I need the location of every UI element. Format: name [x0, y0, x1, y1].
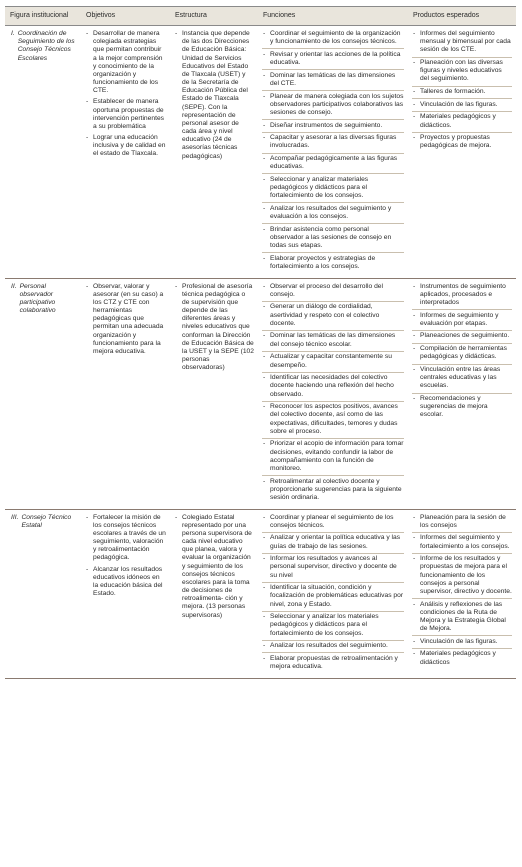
- list-item: - Colegiado Estatal representado por una persona supervisora de cada nivel educativo que planea, valora y evaluar la organización y seguimiento de los consejos técnicos escolares para la toma de decisiones de retroalimenta- ción y mejora. (13 personas supervisoras): [174, 514, 254, 622]
- figura-label: Coordinación de Seguimiento de los Consejo Técnicos Escolares: [17, 30, 75, 62]
- list-item: - Materiales pedagógicos y didácticos: [412, 650, 512, 668]
- figura-number: II.: [11, 282, 17, 290]
- list-item: - Materiales pedagógicos y didácticos.: [412, 113, 512, 132]
- figura-name: [9, 283, 77, 316]
- cell-objetivos: [81, 26, 170, 279]
- figura-label: Consejo Técnico Estatal: [21, 513, 72, 529]
- list-item: - Reconocer los aspectos positivos, avances del colectivo docente, así como de las expectativas, dificultades, temores y dudas sobre el proceso.: [262, 403, 404, 439]
- header-funciones: Funciones: [258, 7, 408, 26]
- list-item: - Diseñar instrumentos de seguimiento.: [262, 122, 404, 133]
- list-item: - Seleccionar y analizar materiales pedagógicos y didácticos para el fortalecimiento de los consejos.: [262, 176, 404, 204]
- list-item: - Retroalimentar al colectivo docente y proporcionarle sugerencias para la siguiente sesión ordinaria.: [262, 478, 404, 505]
- figura-number: III.: [11, 513, 19, 521]
- list-item: - Vinculación entre las áreas centrales educativas y las escuelas.: [412, 366, 512, 394]
- funciones-list: [262, 283, 404, 504]
- list-item: - Brindar asistencia como personal observador a las sesiones de consejo en todas sus etapas.: [262, 226, 404, 254]
- list-item: - Informes de seguimiento y evaluación por etapas.: [412, 312, 512, 331]
- list-item: - Elaborar proyectos y estrategias de fortalecimiento a los consejos.: [262, 255, 404, 273]
- cell-figura: [5, 509, 81, 678]
- header-figura: Figura institucional: [5, 7, 81, 26]
- cell-funciones: [258, 278, 408, 509]
- funciones-list: [262, 514, 404, 674]
- list-item: - Fortalecer la misión de los consejos técnicos escolares a través de un seguimiento, valoración y retroalimentación pedagógica.: [85, 514, 166, 565]
- list-item: - Seleccionar y analizar los materiales pedagógicos y didácticos para el fortalecimiento de los consejos.: [262, 613, 404, 641]
- objetivos-list: [85, 283, 166, 359]
- table-row: [5, 26, 516, 279]
- list-item: - Priorizar el acopio de información para tomar decisiones, evitando confundir la labor de acompañamiento con la función de monitoreo.: [262, 440, 404, 476]
- list-item: - Lograr una educación inclusiva y de calidad en el estado de Tlaxcala.: [85, 134, 166, 161]
- list-item: - Analizar y orientar la política educativa y las guías de trabajo de las sesiones.: [262, 534, 404, 553]
- list-item: - Actualizar y capacitar constantemente su desempeño.: [262, 353, 404, 372]
- cell-funciones: [258, 26, 408, 279]
- list-item: - Informes del seguimiento y fortalecimiento a los consejos.: [412, 534, 512, 553]
- cell-funciones: [258, 509, 408, 678]
- list-item: - Análisis y reflexiones de las condiciones de la Ruta de Mejora y la Estrategia Global de Mejora.: [412, 601, 512, 637]
- list-item: - Instrumentos de seguimiento aplicados, procesados e interpretados: [412, 283, 512, 311]
- list-item: - Informe de los resultados y propuestas de mejora para el funcionamiento de los consejos a personal supervisor, directivo y docente.: [412, 555, 512, 599]
- list-item: - Observar, valorar y asesorar (en su caso) a los CTZ y CTE con herramientas pedagógicas que permitan una adecuada organización y funcionamiento para la mejora educativa.: [85, 283, 166, 359]
- list-item: - Acompañar pedagógicamente a las figuras educativas.: [262, 155, 404, 174]
- list-item: - Informar los resultados y avances al personal supervisor, directivo y docente de su nivel: [262, 555, 404, 583]
- list-item: - Alcanzar los resultados educativos idóneos en la educación básica del Estado.: [85, 566, 166, 601]
- list-item: - Planeaciones de seguimiento.: [412, 332, 512, 343]
- list-item: - Desarrollar de manera colegiada estrategias que permitan contribuir a la mejor comprensión y conocimiento de la organización y funcionamiento de los CTE.: [85, 30, 166, 97]
- list-item: - Analizar los resultados del seguimiento y evaluación a los consejos.: [262, 205, 404, 224]
- header-row: [5, 7, 516, 26]
- list-item: - Instancia que depende de las dos Direcciones de Educación Básica: Unidad de Servicios Educativos del Estado de Tlaxcala (USET) y de la Secretaría de Educación Pública del Estado de Tlaxcala (SEPE). Con la representación de personal asesor de cada área y nivel educativo (24 de asesorías técnicas pedagógicas): [174, 30, 254, 163]
- list-item: - Identificar las necesidades del colectivo docente haciendo una reflexión del hecho observado.: [262, 374, 404, 402]
- header-productos: Productos esperados: [408, 7, 516, 26]
- cell-estructura: [170, 278, 258, 509]
- cell-objetivos: [81, 509, 170, 678]
- list-item: - Establecer de manera oportuna propuestas de intervención pertinentes a su problemática: [85, 98, 166, 133]
- list-item: - Elaborar propuestas de retroalimentación y mejora educativa.: [262, 655, 404, 673]
- estructura-list: [174, 514, 254, 622]
- list-item: - Revisar y orientar las acciones de la política educativa.: [262, 51, 404, 70]
- list-item: - Observar el proceso del desarrollo del consejo.: [262, 283, 404, 302]
- cell-estructura: [170, 26, 258, 279]
- estructura-list: [174, 30, 254, 163]
- cell-figura: [5, 26, 81, 279]
- figura-name: [9, 30, 77, 63]
- header-estructura: Estructura: [170, 7, 258, 26]
- list-item: - Identificar la situación, condición y focalización de problemáticas educativas por nivel, zona y Estado.: [262, 584, 404, 612]
- list-item: - Planeación para la sesión de los consejos: [412, 514, 512, 533]
- table-row: [5, 509, 516, 678]
- list-item: - Recomendaciones y sugerencias de mejora escolar.: [412, 395, 512, 422]
- list-item: - Generar un diálogo de cordialidad, asertividad y respeto con el colectivo docente.: [262, 303, 404, 331]
- cell-productos: [408, 26, 516, 279]
- list-item: - Talleres de formación.: [412, 88, 512, 99]
- table-row: [5, 278, 516, 509]
- header-objetivos: Objetivos: [81, 7, 170, 26]
- list-item: - Vinculación de las figuras.: [412, 101, 512, 112]
- institutional-figures-table: [5, 6, 516, 679]
- productos-list: [412, 30, 512, 153]
- cell-estructura: [170, 509, 258, 678]
- list-item: - Compilación de herramientas pedagógicas y didácticas.: [412, 345, 512, 364]
- cell-objetivos: [81, 278, 170, 509]
- objetivos-list: [85, 514, 166, 601]
- cell-figura: [5, 278, 81, 509]
- cell-productos: [408, 278, 516, 509]
- figura-label: Personal observador participativo colaborativo: [19, 282, 56, 315]
- estructura-list: [174, 283, 254, 375]
- list-item: - Coordinar el seguimiento de la organización y funcionamiento de los consejos técnicos.: [262, 30, 404, 49]
- list-item: - Analizar los resultados del seguimiento.: [262, 642, 404, 653]
- list-item: - Profesional de asesoría técnica pedagógica o de supervisión que depende de las diferentes áreas y niveles educativos que conforman la Dirección de Educación Básica de la USET y la SEPE (102 personas observadoras): [174, 283, 254, 375]
- objetivos-list: [85, 30, 166, 161]
- list-item: - Coordinar y planear el seguimiento de los consejos técnicos.: [262, 514, 404, 533]
- table-header: [5, 7, 516, 26]
- productos-list: [412, 514, 512, 669]
- list-item: - Vinculación de las figuras.: [412, 638, 512, 649]
- list-item: - Planeación con las diversas figuras y niveles educativos del seguimiento.: [412, 59, 512, 87]
- figura-name: [9, 514, 77, 530]
- list-item: - Informes del seguimiento mensual y bimensual por cada sesión de los CTE.: [412, 30, 512, 58]
- funciones-list: [262, 30, 404, 273]
- table-body: [5, 26, 516, 679]
- list-item: - Dominar las temáticas de las dimensiones del CTE.: [262, 72, 404, 91]
- cell-productos: [408, 509, 516, 678]
- figura-number: I.: [11, 30, 15, 37]
- list-item: - Capacitar y asesorar a las diversas figuras involucradas.: [262, 134, 404, 153]
- productos-list: [412, 283, 512, 422]
- list-item: - Planear de manera colegiada con los sujetos observadores participativos colaborativos las sesiones de consejo.: [262, 93, 404, 121]
- list-item: - Proyectos y propuestas pedagógicas de mejora.: [412, 134, 512, 152]
- list-item: - Dominar las temáticas de las dimensiones del consejo técnico escolar.: [262, 332, 404, 351]
